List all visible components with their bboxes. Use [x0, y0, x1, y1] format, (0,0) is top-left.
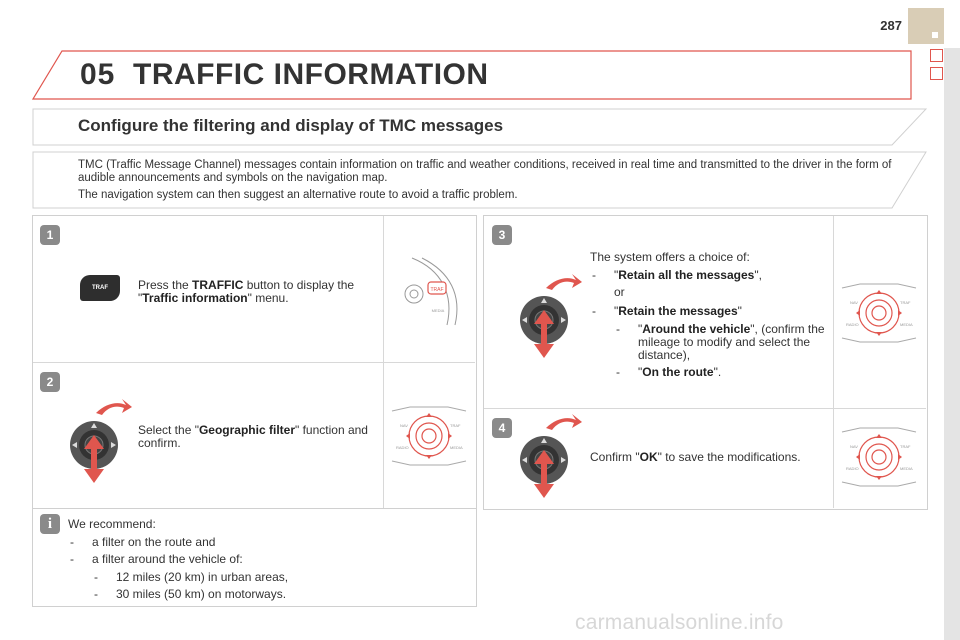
- control-panel-icon: [390, 405, 468, 467]
- list-item: - "Retain the messages" - "Around the vehicle", (confirm the mileage to modify and select the distance), - "On the route".: [590, 305, 826, 379]
- side-bar: [944, 48, 960, 640]
- label-radio: RADIO: [846, 466, 859, 471]
- intro-text: [78, 159, 898, 206]
- list-item: - a filter around the vehicle of: - 12 miles (20 km) in urban areas, - 30 miles (50 km) on motorways.: [68, 553, 458, 601]
- list-item: - a filter on the route and: [68, 536, 458, 549]
- step-badge: 4: [492, 418, 512, 438]
- info-icon: i: [40, 514, 60, 534]
- label-traf: TRAF: [900, 300, 911, 305]
- list-item: - 12 miles (20 km) in urban areas,: [92, 571, 458, 584]
- watermark: carmanualsonline.info: [575, 611, 784, 634]
- step-badge: 1: [40, 225, 60, 245]
- list-item: - 30 miles (50 km) on motorways.: [92, 588, 458, 601]
- label-traf: TRAF: [450, 423, 461, 428]
- list-item: - "On the route".: [614, 366, 826, 379]
- control-panel-icon: [840, 282, 918, 344]
- divider: [484, 408, 926, 409]
- svg-text:MEDIA: MEDIA: [431, 308, 445, 313]
- label-media: MEDIA: [900, 466, 913, 471]
- label-media: MEDIA: [900, 322, 913, 327]
- side-square-icon: [930, 67, 943, 80]
- label-radio: RADIO: [846, 322, 859, 327]
- chapter-number: 05: [80, 58, 116, 91]
- rotary-knob-icon: [516, 410, 586, 500]
- label-nav: NAV: [850, 300, 858, 305]
- section-subtitle: Configure the filtering and display of TMC messages: [78, 116, 504, 135]
- traffic-button-icon: TRAF: [80, 275, 120, 301]
- label-radio: RADIO: [396, 445, 409, 450]
- label-nav: NAV: [850, 444, 858, 449]
- step-badge: 3: [492, 225, 512, 245]
- rotary-knob-icon: [66, 395, 136, 485]
- list-item: - "Around the vehicle", (confirm the mileage to modify and select the distance),: [614, 323, 826, 362]
- step-text: Press the TRAFFIC button to display the "Traffic information" menu.: [138, 278, 355, 305]
- label-nav: NAV: [400, 423, 408, 428]
- control-panel-icon: [840, 426, 918, 488]
- divider: [383, 216, 384, 508]
- step-text: The system offers a choice of: - "Retain all the messages", or - "Retain the messages" - "Around the vehicle", (confirm the mileage to modify and select the distance), - "On the route".: [590, 251, 826, 383]
- label-traf: TRAF: [900, 444, 911, 449]
- label-media: MEDIA: [450, 445, 463, 450]
- rotary-knob-icon: [516, 270, 586, 360]
- corner-square-icon: [932, 32, 938, 38]
- page-title: TRAFFIC INFORMATION: [133, 58, 489, 91]
- list-item: - "Retain all the messages",: [590, 269, 826, 282]
- step-text: Confirm "OK" to save the modifications.: [590, 450, 801, 464]
- page-number: 287: [880, 18, 902, 33]
- svg-text:TRAF: TRAF: [430, 287, 444, 293]
- step-text: Select the "Geographic filter" function and confirm.: [138, 423, 368, 450]
- corner-tab: [908, 8, 944, 44]
- divider: [833, 216, 834, 508]
- step-badge: 2: [40, 372, 60, 392]
- divider: [33, 362, 475, 363]
- intro-paragraph: The navigation system can then suggest an alternative route to avoid a traffic problem.: [78, 189, 518, 201]
- dashboard-buttons-icon: [392, 250, 464, 330]
- intro-paragraph: TMC (Traffic Message Channel) messages contain information on traffic and weather conditions, received in real time and transmitted to the driver in the form of audible announcements and symbols on the navigation map.: [78, 159, 892, 184]
- note-text: We recommend: - a filter on the route and - a filter around the vehicle of: - 12 miles (20 km) in urban areas, - 30 miles (50 km) on motorways.: [68, 518, 458, 605]
- side-square-icon: [930, 49, 943, 62]
